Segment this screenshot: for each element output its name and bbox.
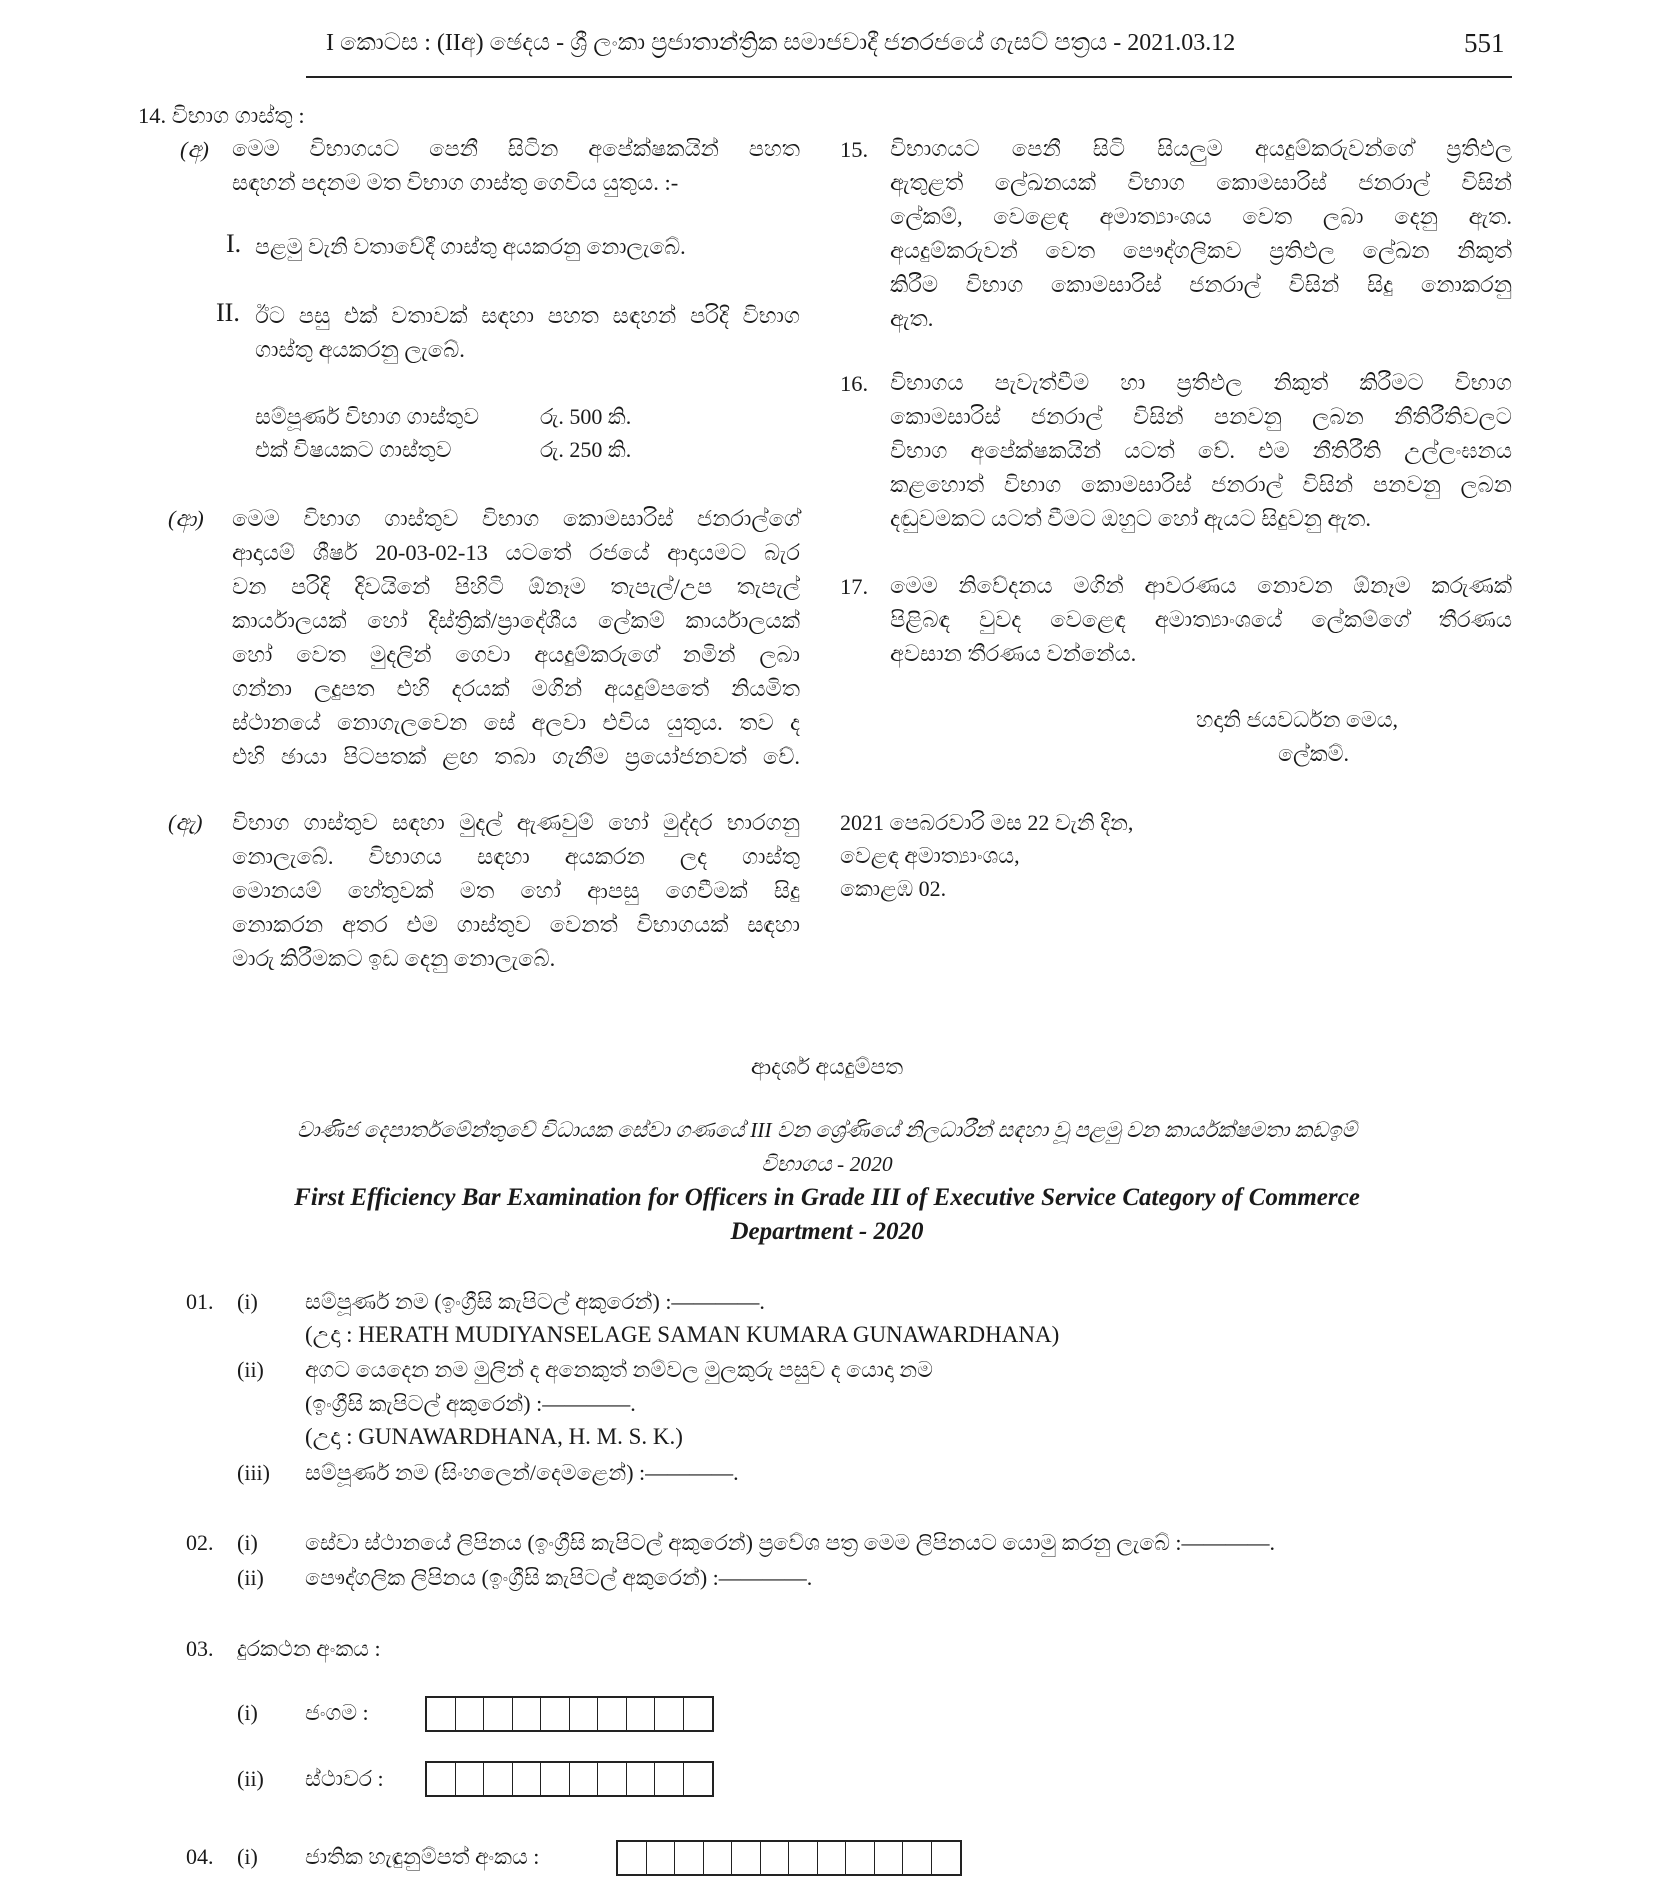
mobile-phone-label: ජංගම :: [305, 1700, 369, 1725]
page-number: 551: [1464, 28, 1505, 58]
section-17-line: මෙම නිවේදනය මගින් ආවරණය නොවන ඕනෑම කරුණක්: [890, 573, 1512, 598]
digit-box[interactable]: [484, 1763, 513, 1795]
section-16-paragraph: [890, 366, 1512, 536]
section-15-line: අයදුම්කරුවන් වෙත පෞද්ගලිකව ප්‍රතිඵල ලේඛන නිකුත්: [890, 238, 1512, 263]
item-a-line: සඳහන් පදනම මත විභාග ගාස්තු ගෙවිය යුතුය. :-: [232, 170, 679, 195]
signing-place: කොළඹ 02.: [840, 876, 947, 901]
digit-box[interactable]: [684, 1763, 713, 1795]
digit-box[interactable]: [903, 1842, 932, 1874]
item-aa-line: ස්ථානයේ නොගැලවෙන සේ අලවා එවිය යුතුය. තව ද: [232, 710, 800, 735]
digit-box[interactable]: [704, 1842, 733, 1874]
item-ae-line: මොනයම් හේතුවක් මත හෝ ආපසු ගෙවීමක් සිදු: [232, 878, 800, 903]
item-aa-marker: (ආ): [168, 506, 204, 531]
digit-box[interactable]: [627, 1763, 656, 1795]
gazette-header-title: I කොටස : (IIඅ) ඡෙදය - ශ්‍රී ලංකා ප්‍රජාතාන්ත්‍රික සමාජවාදී ජනරජයේ ගැසට් පත්‍රය - 2021.03.12: [326, 30, 1236, 56]
item-a-marker: (අ): [180, 137, 209, 162]
digit-box[interactable]: [618, 1842, 647, 1874]
section-16-number: 16.: [840, 371, 869, 396]
item-i-text: පළමු වැනි වතාවේදී ගාස්තු අයකරනු නොලැබේ.: [255, 234, 686, 259]
digit-box[interactable]: [456, 1763, 485, 1795]
section-16-line: විභාගය පැවැත්වීම හා ප්‍රතිඵල නිකුත් කිරීමට විභාග: [890, 370, 1512, 395]
item-ae-line: විභාග ගාස්තුව සඳහා මුදල් ඇණවුම් හෝ මුද්දර භාරගනු: [232, 810, 800, 835]
fee-one-value: රු. 250 කි.: [540, 437, 632, 462]
digit-box[interactable]: [598, 1698, 627, 1730]
item-ii-line: ගාස්තු අයකරනු ලැබේ.: [255, 337, 465, 362]
q01-ii-example: (උදා : GUNAWARDHANA, H. M. S. K.): [305, 1424, 683, 1449]
q01-ii-marker: (ii): [237, 1357, 264, 1382]
q02-ii-field[interactable]: පෞද්ගලික ලිපිනය (ඉංග්‍රීසි කැපිටල් අකුරෙන්) :————.: [305, 1565, 813, 1590]
q03-ii-marker: (ii): [237, 1766, 264, 1791]
digit-box[interactable]: [427, 1763, 456, 1795]
section-17-number: 17.: [840, 574, 869, 599]
item-a-paragraph: [232, 132, 800, 200]
q01-ii-field[interactable]: (ඉංග්‍රීසි කැපිටල් අකුරෙන්) :————.: [305, 1391, 636, 1416]
form-title-english-line2: Department - 2020: [730, 1218, 924, 1245]
digit-box[interactable]: [675, 1842, 704, 1874]
item-ae-line: මාරු කිරීමකට ඉඩ දෙනු නොලැබේ.: [232, 946, 556, 971]
section-15-paragraph: [890, 132, 1512, 336]
digit-box[interactable]: [427, 1698, 456, 1730]
item-aa-line: මෙම විභාග ගාස්තුව විභාග කොමසාරිස් ජනරාල්ගේ: [232, 506, 800, 531]
item-ii-paragraph: [255, 299, 800, 367]
nic-label: ජාතික හැඳුනුම්පත් අංකය :: [305, 1844, 540, 1869]
landline-phone-boxes[interactable]: [425, 1761, 714, 1797]
item-aa-line: එහි ඡායා පිටපතක් ළඟ තබා ගැනීම ප්‍රයෝජනවත් වේ.: [232, 744, 800, 769]
section-15-line: ඇතුළත් ලේඛනයක් විභාග කොමසාරිස් ජනරාල් විසින්: [890, 170, 1512, 195]
q01-i-example: (උදා : HERATH MUDIYANSELAGE SAMAN KUMARA GUNAWARDHANA): [305, 1322, 1060, 1347]
digit-box[interactable]: [761, 1842, 790, 1874]
q01-i-field[interactable]: සම්පූර්ණ නම (ඉංග්‍රීසි කැපිටල් අකුරෙන්) :————.: [305, 1289, 765, 1314]
digit-box[interactable]: [541, 1698, 570, 1730]
q01-number: 01.: [186, 1289, 214, 1314]
digit-box[interactable]: [627, 1698, 656, 1730]
section-16-line: විභාග අපේක්ෂකයින් යටත් වේ. එම නීතිරීති උල්ලංඝනය: [890, 438, 1512, 463]
q04-number: 04.: [186, 1844, 214, 1869]
digit-box[interactable]: [818, 1842, 847, 1874]
digit-box[interactable]: [655, 1698, 684, 1730]
item-aa-line: ආදායම් ශීර්ෂ 20-03-02-13 යටතේ රජයේ ආදායමට බැර: [232, 540, 800, 565]
digit-box[interactable]: [484, 1698, 513, 1730]
header-rule: [306, 76, 1512, 78]
item-ae-line: නොලැබේ. විභාගය සඳහා අයකරන ලද ගාස්තු: [232, 844, 800, 869]
form-title-english-line1: First Efficiency Bar Examination for Officers in Grade III of Executive Service Category of Commerce: [294, 1184, 1360, 1211]
section-17-line: පිළිබඳ වුවද වෙළෙඳ අමාත්‍යාංශයේ ලේකම්ගේ තීරණය: [890, 607, 1512, 632]
item-aa-line: වන පරිදි දිවයිනේ පිහිටි ඕනෑම තැපැල්/උප තැපැල්: [232, 574, 800, 599]
section-15-line: ලේකම්, වෙළෙඳ අමාත්‍යාංශය වෙත ලබා දෙනු ඇත.: [890, 204, 1512, 229]
item-ae-line: නොකරන අතර එම ගාස්තුව වෙනත් විභාගයක් සඳහා: [232, 912, 800, 937]
item-aa-paragraph: [232, 502, 800, 774]
q01-iii-marker: (iii): [237, 1460, 270, 1485]
nic-number-boxes[interactable]: [616, 1840, 962, 1876]
digit-box[interactable]: [647, 1842, 676, 1874]
item-aa-line: හෝ වෙත මුදලින් ගෙවා අයදුම්කරුගේ නමින් ලබා: [232, 642, 800, 667]
q02-number: 02.: [186, 1530, 214, 1555]
q02-ii-marker: (ii): [237, 1565, 264, 1590]
digit-box[interactable]: [732, 1842, 761, 1874]
digit-box[interactable]: [789, 1842, 818, 1874]
q03-i-marker: (i): [237, 1700, 258, 1725]
section-15-line: ඇත.: [890, 306, 934, 331]
section-16-line: කළහොත් විභාග කොමසාරිස් ජනරාල් විසින් පනවනු ලබන: [890, 472, 1512, 497]
digit-box[interactable]: [846, 1842, 875, 1874]
section-15-line: කිරීම විභාග කොමසාරිස් ජනරාල් විසින් සිදු නොකරනු: [890, 272, 1512, 297]
q01-i-marker: (i): [237, 1289, 258, 1314]
q03-label: දුරකථන අංකය :: [237, 1636, 381, 1661]
form-heading: ආදර්ශ අයදුම්පත: [750, 1054, 904, 1079]
digit-box[interactable]: [875, 1842, 904, 1874]
item-aa-line: ගන්නා ලදුපත එහි දරයක් මගින් අයදුම්පතේ නියමිත: [232, 676, 800, 701]
q04-i-marker: (i): [237, 1844, 258, 1869]
section-14-heading: 14. විභාග ගාස්තු :: [138, 103, 305, 128]
q02-i-marker: (i): [237, 1530, 258, 1555]
item-aa-line: කාර්යාලයක් හෝ දිස්ත්‍රික්/ප්‍රාදේශීය ලේකම් කාර්යාලයක්: [232, 608, 800, 633]
form-title-sinhala-line1: වාණිජ දෙපාර්තමේන්තුවේ විධායක සේවා ගණයේ III වන ශ්‍රේණියේ නිලධාරීන් සඳහා වූ පළමු වන කාර්යක්ෂමතා කඩඉම්: [297, 1118, 1357, 1142]
q03-number: 03.: [186, 1636, 214, 1661]
item-ae-marker: (ඇ): [168, 810, 203, 835]
mobile-phone-boxes[interactable]: [425, 1696, 714, 1732]
digit-box[interactable]: [570, 1763, 599, 1795]
item-ii-line: ඊට පසු එක් වතාවක් සඳහා පහත සඳහන් පරිදි විභාග: [255, 303, 800, 328]
form-title-sinhala-line2: විභාගය - 2020: [761, 1152, 893, 1176]
fee-one-label: එක් විෂයකට ගාස්තුව: [255, 437, 452, 462]
q01-ii-text: අගට යෙදෙන නම මුලින් ද අනෙකුත් නම්වල මුලකුරු පසුව ද යොදා නම: [305, 1357, 933, 1382]
signatory-name: හදානි ජයවර්ධන මෙය,: [1196, 707, 1399, 732]
digit-box[interactable]: [513, 1763, 542, 1795]
item-i-roman: I.: [226, 229, 242, 258]
section-15-number: 15.: [840, 137, 869, 162]
section-17-line: අවසාන තීරණය වන්නේය.: [890, 641, 1137, 666]
digit-box[interactable]: [598, 1763, 627, 1795]
digit-box[interactable]: [932, 1842, 961, 1874]
digit-box[interactable]: [655, 1763, 684, 1795]
section-16-line: කොමසාරිස් ජනරාල් විසින් පනවනු ලබන නීතිරීතිවලට: [890, 404, 1512, 429]
landline-phone-label: ස්ථාවර :: [305, 1766, 384, 1791]
section-17-paragraph: [890, 569, 1512, 671]
section-16-line: දඬුවමකට යටත් වීමට ඔහුට හෝ ඇයට සිදුවනු ඇත.: [890, 506, 1371, 531]
digit-box[interactable]: [570, 1698, 599, 1730]
digit-box[interactable]: [513, 1698, 542, 1730]
signing-ministry: වෙළඳ අමාත්‍යාංශය,: [840, 843, 1020, 868]
q01-iii-field[interactable]: සම්පූර්ණ නම (සිංහලෙන්/දෙමළෙන්) :————.: [305, 1460, 739, 1485]
digit-box[interactable]: [456, 1698, 485, 1730]
item-ii-roman: II.: [216, 298, 240, 327]
fee-full-label: සම්පූර්ණ විභාග ගාස්තුව: [255, 404, 480, 429]
q02-i-field[interactable]: සේවා ස්ථානයේ ලිපිනය (ඉංග්‍රීසි කැපිටල් අකුරෙන්) ප්‍රවේශ පත්‍ර මෙම ලිපිනයට යොමු කරනු ලැබේ :————.: [305, 1530, 1276, 1555]
signing-date: 2021 පෙබරවාරි මස 22 වැනි දින,: [840, 810, 1134, 835]
item-ae-paragraph: [232, 806, 800, 976]
digit-box[interactable]: [684, 1698, 713, 1730]
digit-box[interactable]: [541, 1763, 570, 1795]
fee-full-value: රු. 500 කි.: [540, 404, 632, 429]
item-a-line: මෙම විභාගයට පෙනී සිටින අපේක්ෂකයින් පහත: [232, 136, 800, 161]
section-15-line: විභාගයට පෙනී සිටි සියලුම අයදුම්කරුවන්ගේ ප්‍රතිඵල: [890, 136, 1512, 161]
signatory-title: ලේකම්.: [1278, 741, 1349, 766]
